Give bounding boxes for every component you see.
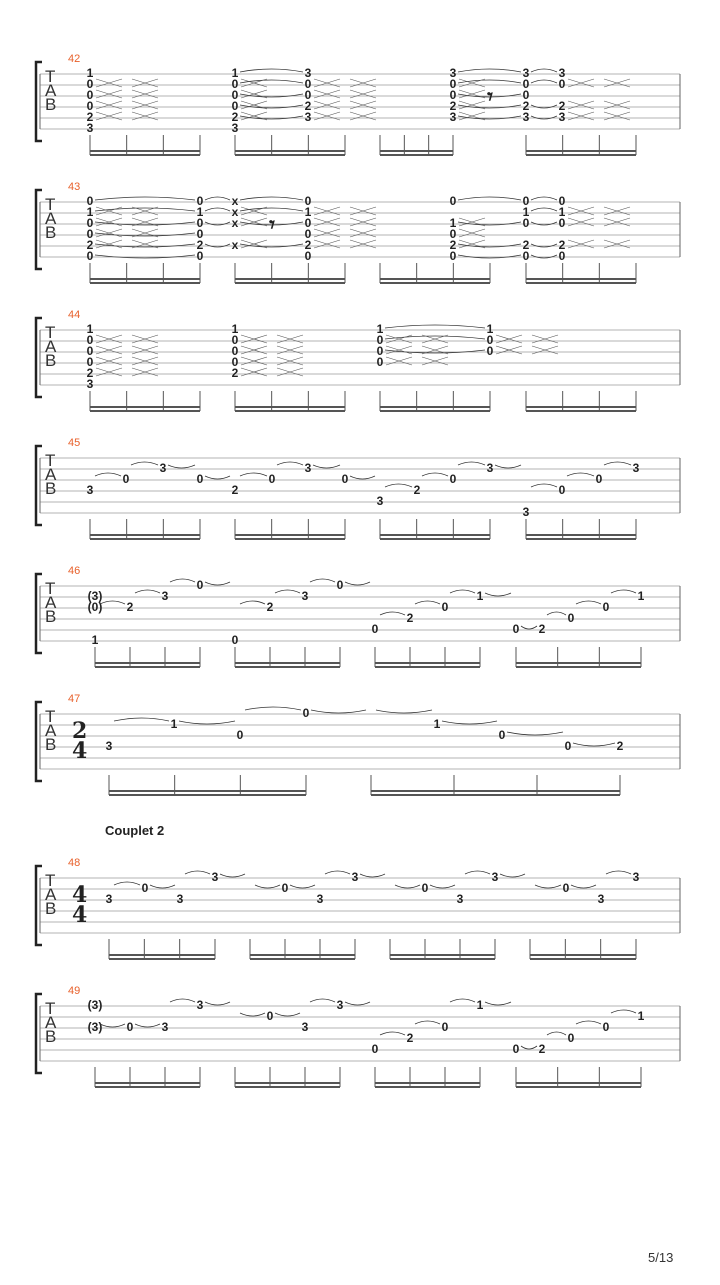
tab-clef-letter: A: [45, 209, 57, 228]
tie-arc: [485, 593, 511, 596]
tie-arc: [310, 999, 335, 1002]
fret-number: (3): [87, 1020, 103, 1034]
fret-number: 0: [231, 99, 239, 113]
tie-arc: [450, 590, 475, 593]
tie-arc: [500, 874, 525, 877]
tab-clef-letter: T: [45, 323, 56, 342]
fret-number: 0: [421, 881, 429, 895]
fret-number: (3): [87, 998, 103, 1012]
tab-clef-letter: T: [45, 999, 56, 1018]
fret-number: 3: [522, 66, 530, 80]
fret-number: 0: [376, 355, 384, 369]
tie-arc: [458, 255, 521, 258]
fret-number: 0: [231, 88, 239, 102]
fret-number: 0: [231, 633, 239, 647]
fret-number: 3: [558, 66, 566, 80]
fret-number: 0: [449, 472, 457, 486]
tie-arc: [150, 885, 175, 888]
fret-number: 0: [441, 1020, 449, 1034]
fret-number: 3: [159, 461, 167, 475]
tie-arc: [277, 462, 303, 465]
tab-clef-letter: B: [45, 607, 57, 626]
tie-arc: [240, 197, 303, 200]
measure-number: 42: [68, 53, 81, 65]
tie-arc: [611, 590, 636, 593]
tie-arc: [350, 476, 375, 479]
fret-number: 2: [406, 611, 414, 625]
fret-number: 3: [316, 892, 324, 906]
fret-number: 0: [441, 600, 449, 614]
fret-number: 0: [231, 77, 239, 91]
fret-number: 0: [371, 1042, 379, 1056]
fret-number: 0: [236, 728, 244, 742]
tie-arc: [521, 626, 537, 629]
tie-arc: [507, 732, 563, 735]
fret-number: 1: [170, 717, 178, 731]
tie-arc: [531, 244, 557, 247]
tab-clef-letter: T: [45, 871, 56, 890]
fret-number: 0: [371, 622, 379, 636]
tie-arc: [573, 743, 615, 746]
tie-arc: [131, 462, 158, 465]
fret-number: 1: [231, 66, 239, 80]
tie-arc: [220, 874, 245, 877]
fret-number: 1: [196, 205, 204, 219]
tab-clef-letter: B: [45, 735, 57, 754]
fret-number: 3: [351, 870, 359, 884]
fret-number: 0: [126, 1020, 134, 1034]
fret-number: 1: [86, 66, 94, 80]
tie-arc: [275, 590, 300, 593]
tie-arc: [205, 582, 230, 585]
fret-number: 0: [196, 216, 204, 230]
time-signature-bottom: 4: [72, 902, 88, 928]
fret-number: 3: [449, 66, 457, 80]
tie-arc: [385, 325, 485, 328]
tie-arc: [422, 473, 448, 476]
fret-number: 3: [632, 870, 640, 884]
tie-arc: [547, 1032, 566, 1035]
fret-number: 0: [522, 77, 530, 91]
tie-arc: [415, 1021, 440, 1024]
tab-clef-letter: A: [45, 337, 57, 356]
fret-number: 3: [597, 892, 605, 906]
fret-number: 3: [486, 461, 494, 475]
tab-clef-letter: B: [45, 479, 57, 498]
fret-number: 0: [86, 216, 94, 230]
tab-clef-letter: B: [45, 899, 57, 918]
fret-number: 0: [196, 578, 204, 592]
tab-clef-letter: A: [45, 1013, 57, 1032]
tie-arc: [567, 473, 594, 476]
fret-number: 0: [449, 249, 457, 263]
tab-clef-letter: T: [45, 67, 56, 86]
fret-number: 1: [304, 205, 312, 219]
fret-number: 2: [558, 99, 566, 113]
fret-number: 3: [558, 110, 566, 124]
fret-number: 0: [567, 1031, 575, 1045]
fret-number: 0: [231, 333, 239, 347]
fret-number: 1: [433, 717, 441, 731]
fret-number: 3: [176, 892, 184, 906]
fret-number: 3: [196, 998, 204, 1012]
tie-arc: [576, 601, 601, 604]
fret-number: 0: [336, 578, 344, 592]
fret-number: 0: [196, 194, 204, 208]
measure-number: 43: [68, 181, 81, 193]
tie-arc: [531, 116, 557, 119]
fret-number: 0: [304, 88, 312, 102]
fret-number: 2: [558, 238, 566, 252]
fret-number: 0: [196, 227, 204, 241]
fret-number: 2: [538, 622, 546, 636]
tie-arc: [170, 999, 195, 1002]
tie-arc: [135, 590, 160, 593]
fret-number: 0: [512, 1042, 520, 1056]
tie-arc: [385, 484, 412, 487]
fret-number: 2: [522, 238, 530, 252]
fret-number: 3: [522, 110, 530, 124]
tie-arc: [240, 473, 267, 476]
fret-number: 1: [476, 998, 484, 1012]
fret-number: 3: [301, 1020, 309, 1034]
tie-arc: [531, 255, 557, 258]
fret-number: 3: [161, 589, 169, 603]
fret-number: 0: [522, 88, 530, 102]
tab-clef-letter: T: [45, 195, 56, 214]
fret-number: 3: [231, 121, 239, 135]
fret-number: 0: [449, 77, 457, 91]
fret-number: 3: [304, 461, 312, 475]
tie-arc: [275, 1013, 300, 1016]
tab-clef-letter: T: [45, 707, 56, 726]
fret-number: 2: [406, 1031, 414, 1045]
tie-arc: [345, 1002, 370, 1005]
fret-number: 3: [301, 589, 309, 603]
fret-number: 2: [231, 110, 239, 124]
tab-clef-letter: T: [45, 451, 56, 470]
fret-number: 0: [498, 728, 506, 742]
fret-number: 3: [161, 1020, 169, 1034]
tie-arc: [205, 1002, 230, 1005]
fret-number: 0: [86, 333, 94, 347]
fret-number: 3: [86, 377, 94, 391]
tie-arc: [531, 484, 557, 487]
fret-number: 0: [266, 1009, 274, 1023]
fret-number: 0: [602, 1020, 610, 1034]
fret-number: 0: [231, 344, 239, 358]
fret-number: 2: [196, 238, 204, 252]
fret-number: 0: [304, 227, 312, 241]
section-label: Couplet 2: [105, 823, 165, 838]
tie-arc: [430, 885, 455, 888]
fret-number: 3: [86, 483, 94, 497]
tab-clef-letter: B: [45, 223, 57, 242]
time-signature-top: 4: [72, 882, 88, 908]
fret-number: 0: [122, 472, 130, 486]
fret-number: 0: [86, 77, 94, 91]
fret-number: 3: [336, 998, 344, 1012]
measure-number: 49: [68, 985, 81, 997]
tie-arc: [485, 1002, 511, 1005]
tie-arc: [311, 710, 366, 713]
fret-number: 0: [86, 194, 94, 208]
tie-arc: [100, 601, 125, 604]
tie-arc: [95, 255, 195, 258]
fret-number: 2: [86, 366, 94, 380]
tie-arc: [531, 222, 557, 225]
fret-number: 0: [558, 77, 566, 91]
page-number: 5/13: [648, 1250, 674, 1265]
tie-arc: [179, 721, 235, 724]
tie-arc: [531, 208, 557, 211]
tie-arc: [415, 601, 440, 604]
fret-number: 3: [105, 892, 113, 906]
fret-number: 0: [564, 739, 572, 753]
tie-arc: [290, 885, 315, 888]
tie-arc: [205, 208, 230, 211]
fret-number: 0: [86, 344, 94, 358]
tie-arc: [531, 80, 557, 83]
tie-arc: [240, 69, 303, 72]
fret-number: 0: [449, 88, 457, 102]
tie-arc: [495, 465, 521, 468]
tie-arc: [376, 710, 432, 713]
fret-number: 0: [268, 472, 276, 486]
fret-number: 3: [86, 121, 94, 135]
tab-clef-letter: A: [45, 885, 57, 904]
tie-arc: [240, 601, 265, 604]
fret-number: 0: [281, 881, 289, 895]
tab-clef-letter: B: [45, 1027, 57, 1046]
fret-number: 2: [231, 366, 239, 380]
tie-arc: [604, 462, 631, 465]
fret-number: x: [231, 205, 239, 219]
tie-arc: [571, 885, 596, 888]
fret-number: x: [231, 216, 239, 230]
fret-number: 0: [558, 483, 566, 497]
fret-number: 0: [302, 706, 310, 720]
fret-number: 2: [304, 99, 312, 113]
tab-clef-letter: T: [45, 579, 56, 598]
tie-arc: [205, 222, 230, 225]
fret-number: 0: [567, 611, 575, 625]
tie-arc: [380, 1032, 405, 1035]
time-signature-bottom: 4: [72, 738, 88, 764]
fret-number: 0: [522, 249, 530, 263]
tie-arc: [531, 69, 557, 72]
tie-arc: [255, 885, 280, 888]
fret-number: 0: [376, 344, 384, 358]
fret-number: 1: [637, 1009, 645, 1023]
tie-arc: [531, 105, 557, 108]
fret-number: 1: [476, 589, 484, 603]
fret-number: 1: [376, 322, 384, 336]
fret-number: 3: [456, 892, 464, 906]
measure-number: 46: [68, 565, 81, 577]
fret-number: 1: [558, 205, 566, 219]
tie-arc: [100, 1024, 125, 1027]
fret-number: 3: [105, 739, 113, 753]
fret-number: 2: [522, 99, 530, 113]
tab-clef-letter: A: [45, 593, 57, 612]
tie-arc: [205, 476, 230, 479]
fret-number: 2: [86, 238, 94, 252]
fret-number: 2: [126, 600, 134, 614]
tab-clef-letter: A: [45, 721, 57, 740]
tab-clef-letter: B: [45, 95, 57, 114]
fret-number: 0: [304, 249, 312, 263]
tie-arc: [114, 882, 140, 885]
fret-number: 0: [558, 216, 566, 230]
eighth-rest-icon: 𝄾: [487, 84, 493, 109]
tie-arc: [245, 707, 301, 710]
tab-clef-letter: B: [45, 351, 57, 370]
fret-number: 1: [86, 322, 94, 336]
tie-arc: [442, 721, 497, 724]
fret-number: 0: [86, 249, 94, 263]
tie-arc: [606, 871, 631, 874]
fret-number: (0): [87, 600, 103, 614]
fret-number: 1: [231, 322, 239, 336]
tie-arc: [240, 1013, 265, 1016]
fret-number: x: [231, 194, 239, 208]
tie-arc: [114, 718, 169, 721]
tie-arc: [576, 1021, 601, 1024]
tie-arc: [345, 582, 370, 585]
fret-number: 0: [196, 472, 204, 486]
time-signature-top: 2: [72, 718, 88, 744]
tie-arc: [458, 69, 521, 72]
tie-arc: [547, 612, 566, 615]
measure-number: 44: [68, 309, 81, 321]
fret-number: 2: [304, 238, 312, 252]
fret-number: 0: [86, 355, 94, 369]
tie-arc: [313, 465, 340, 468]
fret-number: 0: [86, 88, 94, 102]
fret-number: 2: [616, 739, 624, 753]
tie-arc: [521, 1046, 537, 1049]
fret-number: 0: [304, 216, 312, 230]
tie-arc: [360, 874, 385, 877]
fret-number: 3: [632, 461, 640, 475]
tie-arc: [450, 999, 475, 1002]
tie-arc: [380, 612, 405, 615]
tie-arc: [395, 885, 420, 888]
tie-arc: [458, 462, 485, 465]
tie-arc: [95, 197, 195, 200]
fret-number: 3: [522, 505, 530, 519]
fret-number: 3: [304, 66, 312, 80]
fret-number: 3: [304, 110, 312, 124]
tie-arc: [611, 1010, 636, 1013]
measure-number: 47: [68, 693, 81, 705]
measure-number: 45: [68, 437, 81, 449]
fret-number: 2: [86, 110, 94, 124]
fret-number: 0: [558, 249, 566, 263]
fret-number: 1: [486, 322, 494, 336]
fret-number: 2: [266, 600, 274, 614]
fret-number: 0: [231, 355, 239, 369]
tie-arc: [310, 579, 335, 582]
fret-number: 3: [491, 870, 499, 884]
fret-number: 0: [341, 472, 349, 486]
fret-number: 2: [538, 1042, 546, 1056]
tie-arc: [531, 197, 557, 200]
tie-arc: [205, 197, 230, 200]
fret-number: (3): [87, 589, 103, 603]
fret-number: 0: [595, 472, 603, 486]
fret-number: 0: [602, 600, 610, 614]
tie-arc: [458, 197, 521, 200]
fret-number: 0: [449, 227, 457, 241]
tie-arc: [170, 579, 195, 582]
fret-number: 0: [376, 333, 384, 347]
tie-arc: [95, 473, 121, 476]
fret-number: 1: [637, 589, 645, 603]
tie-arc: [465, 871, 490, 874]
fret-number: 0: [304, 77, 312, 91]
fret-number: 0: [562, 881, 570, 895]
fret-number: 1: [522, 205, 530, 219]
fret-number: 0: [512, 622, 520, 636]
fret-number: 0: [558, 194, 566, 208]
eighth-rest-icon: 𝄾: [269, 212, 275, 237]
fret-number: 3: [376, 494, 384, 508]
tab-clef-letter: A: [45, 81, 57, 100]
fret-number: 2: [449, 99, 457, 113]
fret-number: x: [231, 238, 239, 252]
fret-number: 3: [211, 870, 219, 884]
fret-number: 1: [91, 633, 99, 647]
fret-number: 0: [196, 249, 204, 263]
tie-arc: [135, 1024, 160, 1027]
fret-number: 3: [449, 110, 457, 124]
tie-arc: [205, 244, 230, 247]
fret-number: 0: [449, 194, 457, 208]
fret-number: 0: [86, 227, 94, 241]
tie-arc: [185, 871, 210, 874]
fret-number: 1: [86, 205, 94, 219]
fret-number: 0: [86, 99, 94, 113]
fret-number: 2: [231, 483, 239, 497]
measure-number: 48: [68, 857, 81, 869]
fret-number: 0: [486, 333, 494, 347]
fret-number: 0: [141, 881, 149, 895]
tie-arc: [535, 885, 561, 888]
tie-arc: [168, 465, 195, 468]
tie-arc: [325, 871, 350, 874]
tab-clef-letter: A: [45, 465, 57, 484]
fret-number: 0: [486, 344, 494, 358]
fret-number: 2: [413, 483, 421, 497]
fret-number: 0: [522, 194, 530, 208]
fret-number: 0: [304, 194, 312, 208]
fret-number: 1: [449, 216, 457, 230]
fret-number: 2: [449, 238, 457, 252]
fret-number: 0: [522, 216, 530, 230]
